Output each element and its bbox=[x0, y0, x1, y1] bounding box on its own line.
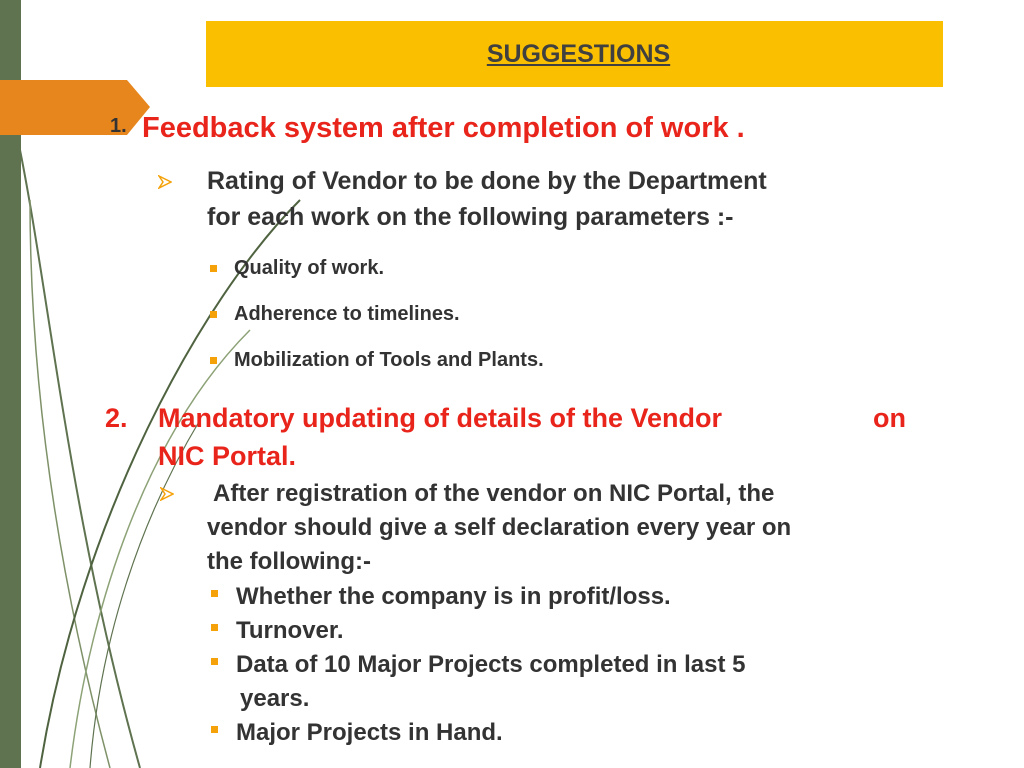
section1-bullet-line1: Rating of Vendor to be done by the Department bbox=[207, 167, 767, 195]
section2-number: 2. bbox=[105, 403, 128, 433]
arrow-bullet-icon bbox=[160, 487, 174, 501]
section1-item-3: Mobilization of Tools and Plants. bbox=[234, 349, 544, 371]
orange-tab bbox=[0, 80, 150, 135]
section2-item-4: Major Projects in Hand. bbox=[236, 719, 503, 746]
square-bullet-icon bbox=[211, 658, 218, 665]
square-bullet-icon bbox=[211, 590, 218, 597]
section2-item-1: Whether the company is in profit/loss. bbox=[236, 583, 671, 610]
section1-heading: Feedback system after completion of work . bbox=[142, 112, 745, 144]
section1-number: 1. bbox=[110, 115, 127, 137]
slide-title: SUGGESTIONS bbox=[486, 39, 671, 68]
section1-bullet-line2: for each work on the following parameters :- bbox=[207, 203, 734, 231]
section2-heading-on: on bbox=[873, 403, 906, 433]
section2-bullet-line2: vendor should give a self declaration every year on bbox=[207, 514, 792, 541]
square-bullet-icon bbox=[210, 311, 217, 318]
section2-bullet-line3: the following:- bbox=[207, 548, 371, 575]
arrow-bullet-icon bbox=[158, 175, 172, 189]
section2-item-2: Turnover. bbox=[236, 617, 344, 644]
square-bullet-icon bbox=[211, 624, 218, 631]
square-bullet-icon bbox=[211, 726, 218, 733]
section1-item-2: Adherence to timelines. bbox=[234, 303, 460, 325]
section2-item-3: Data of 10 Major Projects completed in last 5 bbox=[236, 651, 746, 678]
square-bullet-icon bbox=[210, 357, 217, 364]
section1-item-1: Quality of work. bbox=[234, 257, 385, 279]
section2-heading-line1: Mandatory updating of details of the Vendor bbox=[158, 403, 723, 433]
section2-item-3-continuation: years. bbox=[240, 685, 310, 712]
square-bullet-icon bbox=[210, 265, 217, 272]
section2-bullet-line1: After registration of the vendor on NIC Portal, the bbox=[213, 480, 775, 507]
title-banner bbox=[206, 21, 943, 87]
section2-heading-line2: NIC Portal. bbox=[158, 441, 297, 471]
